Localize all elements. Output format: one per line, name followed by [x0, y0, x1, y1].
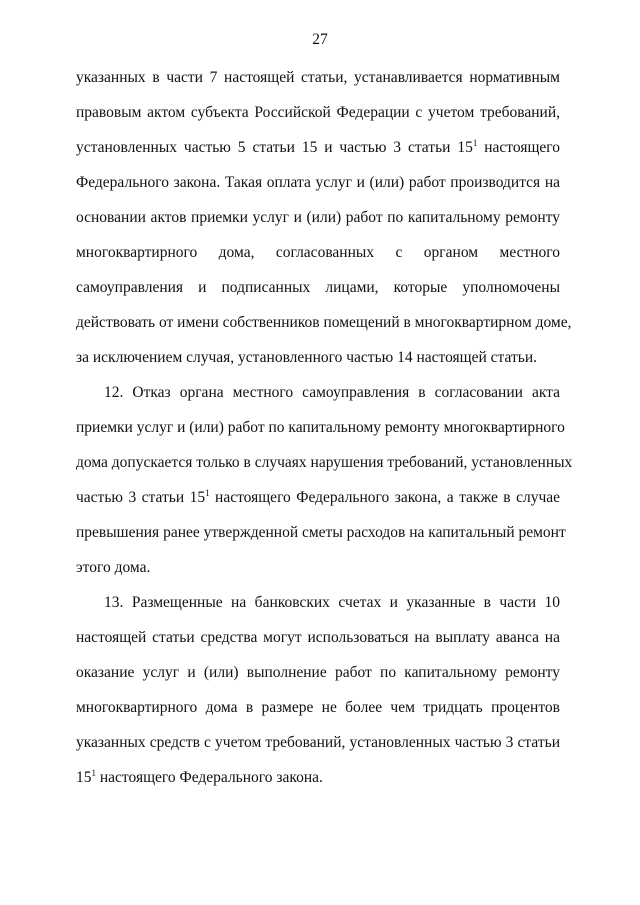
text-line: указанных средств с учетом требований, установленных частью 3 статьи	[76, 734, 560, 751]
text-segment: 15	[76, 769, 92, 786]
text-line: настоящей статьи средства могут использоваться на выплату аванса на	[76, 629, 560, 646]
text-line	[76, 138, 560, 158]
text-segment: настоящего Федерального закона, а также в случае	[209, 489, 561, 506]
text-line: превышения ранее утвержденной сметы расходов на капитальный ремонт	[76, 524, 566, 541]
text-segment: частью 3 статьи 15	[76, 489, 206, 506]
text-segment: настоящего	[477, 139, 560, 156]
text-line	[76, 488, 560, 508]
text-line: за исключением случая, установленного частью 14 настоящей статьи.	[76, 349, 537, 366]
page-number: 27	[312, 31, 328, 48]
text-line: многоквартирного дома в размере не более чем тридцать процентов	[76, 699, 560, 716]
text-line: приемки услуг и (или) работ по капитальному ремонту многоквартирного	[76, 419, 565, 436]
text-line: многоквартирного дома, согласованных с органом местного	[76, 244, 560, 261]
text-line: правовым актом субъекта Российской Федерации с учетом требований,	[76, 104, 560, 121]
text-line: указанных в части 7 настоящей статьи, устанавливается нормативным	[76, 69, 560, 86]
text-line: самоуправления и подписанных лицами, которые уполномочены	[76, 279, 560, 296]
text-line: основании актов приемки услуг и (или) работ по капитальному ремонту	[76, 209, 560, 226]
superscript: 1	[472, 138, 478, 148]
text-line: Федерального закона. Такая оплата услуг и (или) работ производится на	[76, 174, 560, 191]
superscript: 1	[205, 488, 210, 498]
text-line: этого дома.	[76, 559, 151, 576]
text-line: оказание услуг и (или) выполнение работ по капитальному ремонту	[76, 664, 560, 681]
text-segment: установленных частью 5 статьи 15 и частью 3 статьи 15	[76, 139, 473, 156]
text-line	[76, 768, 560, 788]
superscript: 1	[91, 768, 96, 778]
text-segment: настоящего Федерального закона.	[96, 769, 323, 786]
text-line: 12. Отказ органа местного самоуправления в согласовании акта	[104, 384, 560, 401]
text-line: дома допускается только в случаях нарушения требований, установленных	[76, 454, 573, 471]
text-line: 13. Размещенные на банковских счетах и указанные в части 10	[104, 594, 560, 611]
text-line: действовать от имени собственников помещений в многоквартирном доме,	[76, 314, 572, 331]
